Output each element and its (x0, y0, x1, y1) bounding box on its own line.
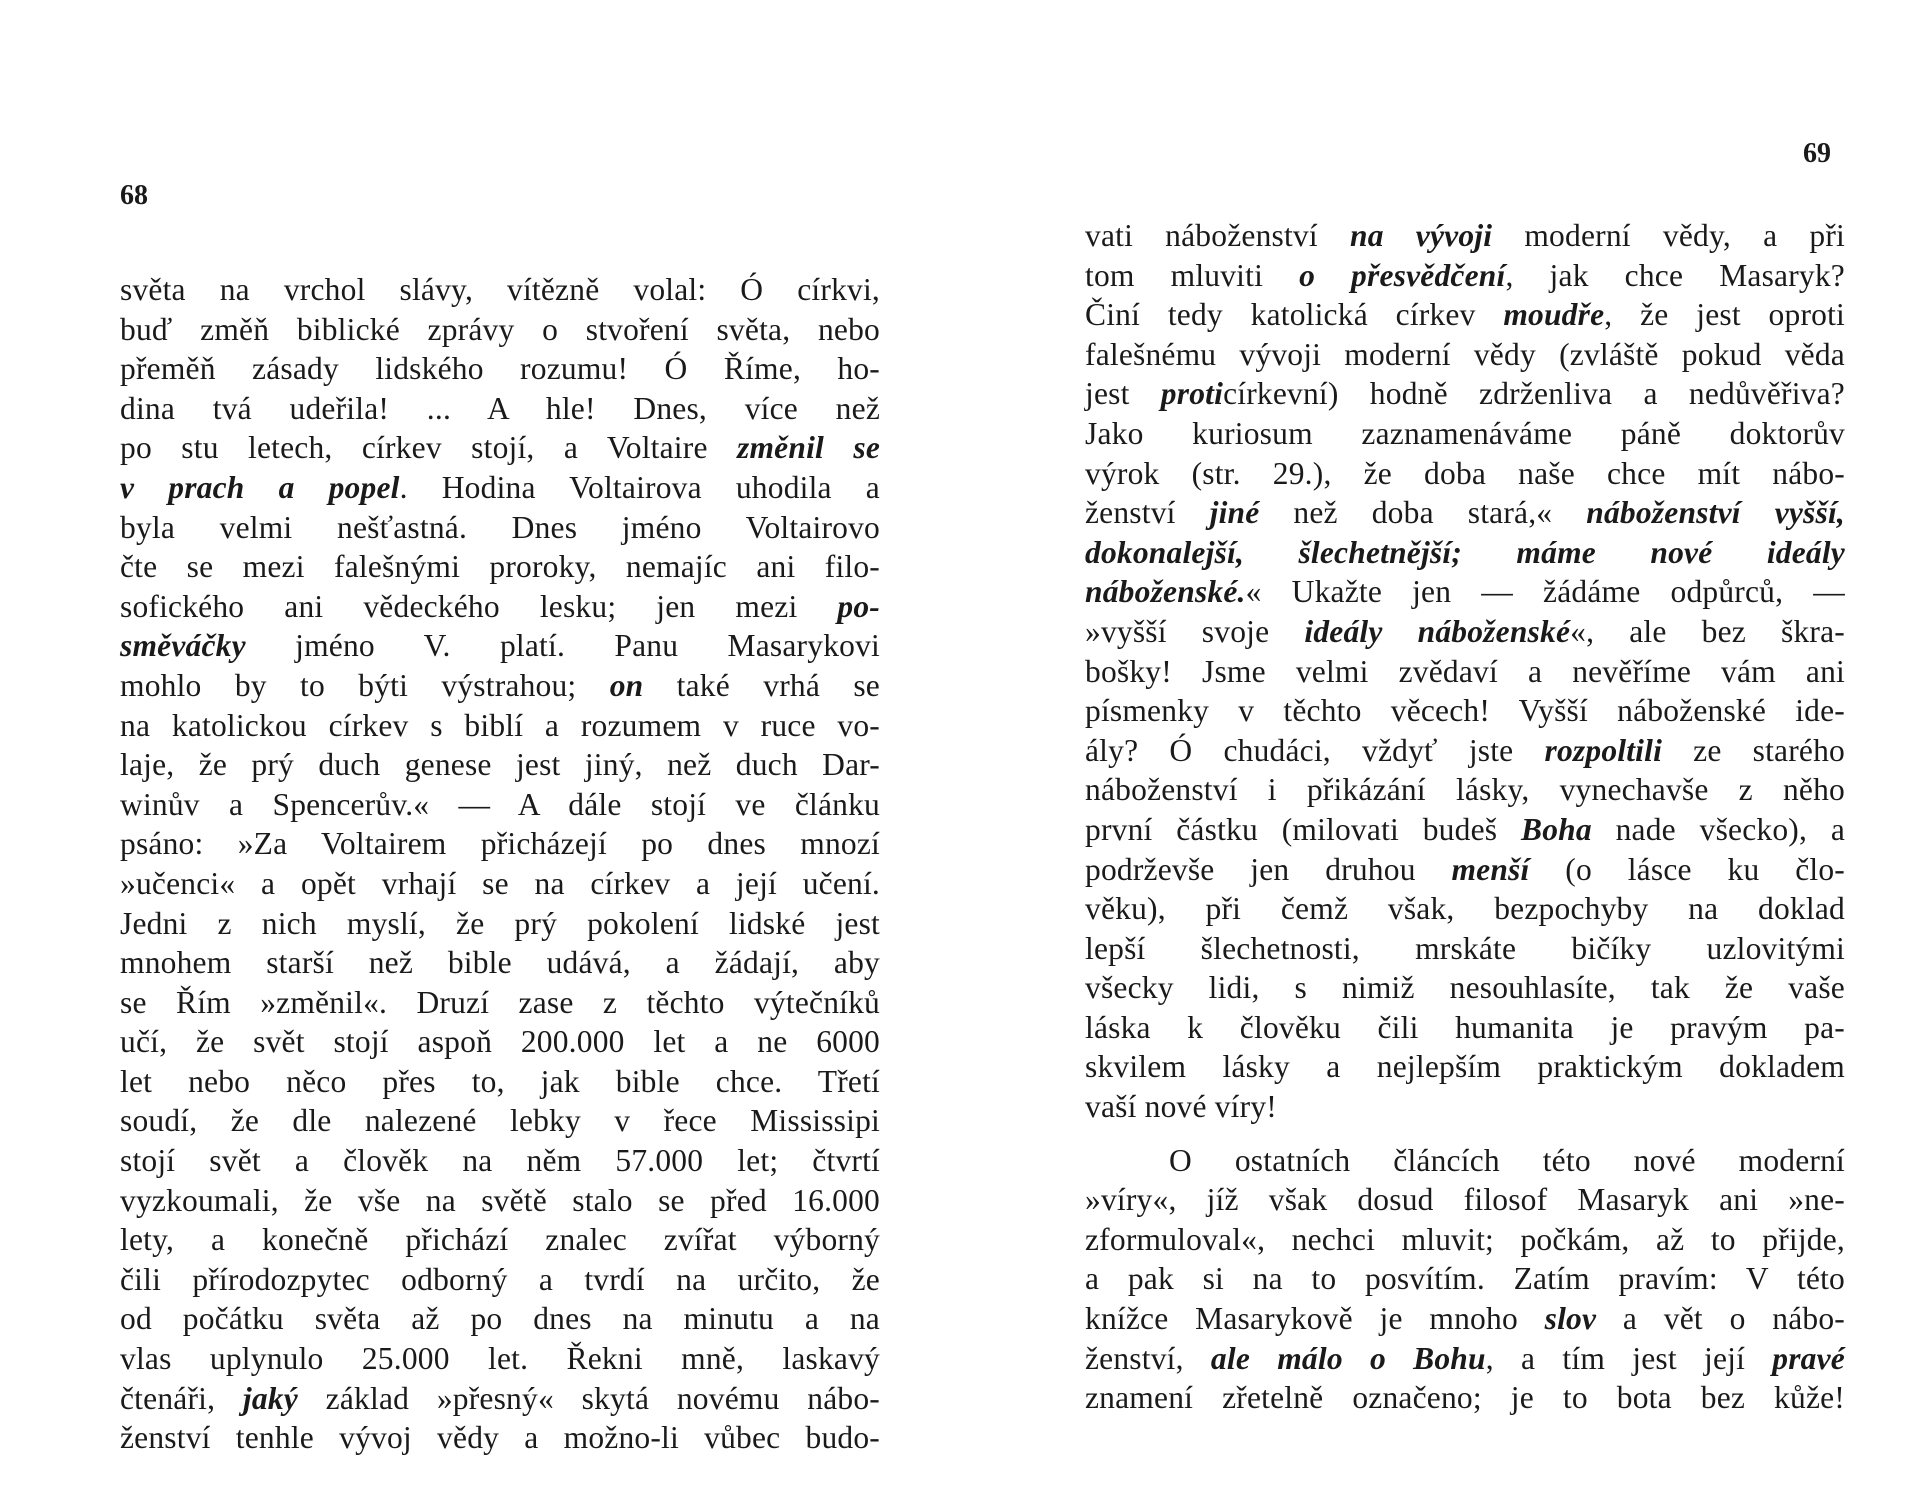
text-line: učí, že svět stojí aspoň 200.000 let a ne 6000 (120, 1024, 880, 1060)
emphasis: moudře (1503, 297, 1605, 333)
text-line: O ostatních článcích této nové moderní (1169, 1142, 1845, 1178)
body-text (120, 270, 880, 1458)
emphasis: rozpoltili (1544, 732, 1663, 768)
text-line: podrževše jen druhou menší (o lásce ku člo- (1085, 851, 1845, 887)
text-line: znamení zřetelně označeno; je to bota bez kůže! (1085, 1380, 1845, 1416)
text-line: mohlo by to býti výstrahou; on také vrhá se (120, 667, 880, 703)
text-line: čte se mezi falešnými proroky, nemajíc ani filo- (120, 549, 880, 585)
emphasis: náboženské. (1085, 574, 1246, 610)
emphasis: směváčky (120, 628, 246, 664)
text-line: stojí svět a člověk na něm 57.000 let; čtvrtí (120, 1143, 880, 1179)
text-line: sofického ani vědeckého lesku; jen mezi po- (120, 588, 880, 624)
text-line: po stu letech, církev stojí, a Voltaire změnil se (120, 430, 881, 466)
text-line: světa na vrchol slávy, vítězně volal: Ó církvi, (120, 272, 880, 307)
text-line: písmenky v těchto věcech! Vyšší náboženské ide- (1085, 693, 1845, 729)
text-line: vaší nové víry! (1085, 1089, 1277, 1125)
page-number: 69 (1803, 138, 1831, 169)
text-line: jest proticírkevní) hodně zdrženliva a nedůvěřiva? (1085, 376, 1845, 412)
text-line: od počátku světa až po dnes na minutu a na (120, 1301, 880, 1337)
text-line: skvilem lásky a nejlepším praktickým dokladem (1085, 1049, 1845, 1085)
emphasis: po- (837, 588, 880, 624)
text-line: »vyšší svoje ideály náboženské«, ale bez škra- (1085, 613, 1845, 649)
text-line: láska k člověku čili humanita je pravým pa- (1085, 1009, 1845, 1045)
emphasis: ideály náboženské (1304, 613, 1571, 649)
text-line: vyzkoumali, že vše na světě stalo se před 16.000 (120, 1182, 880, 1218)
text-line: všecky lidi, s nimiž nesouhlasíte, tak že vaše (1085, 970, 1845, 1006)
emphasis: jaký (242, 1380, 298, 1416)
text-line: vlas uplynulo 25.000 let. Řekni mně, laskavý (120, 1341, 880, 1377)
right-page (965, 0, 1930, 1500)
text-line: v prach a popel. Hodina Voltairova uhodila a (120, 469, 880, 505)
emphasis: menší (1451, 851, 1530, 887)
text-line: bošky! Jsme velmi zvědaví a nevěříme vám ani (1085, 653, 1845, 689)
text-line: knížce Masarykově je mnoho slov a vět o nábo- (1085, 1301, 1845, 1337)
text-line: »učenci« a opět vrhají se na církev a její učení. (120, 865, 880, 901)
page-number: 68 (120, 180, 148, 211)
emphasis: ale málo o Bohu (1210, 1340, 1486, 1376)
text-line: buď změň biblické zprávy o stvoření světa, nebo (120, 311, 880, 347)
emphasis: změnil se (737, 430, 881, 466)
emphasis: v prach a popel (120, 469, 400, 505)
text-line: se Řím »změnil«. Druzí zase z těchto výtečníků (120, 984, 880, 1020)
text-line: první částku (milovati budeš Boha nade všecko), a (1085, 811, 1845, 847)
text-line: lety, a konečně přichází znalec zvířat výborný (120, 1222, 880, 1258)
text-line: čili přírodozpytec odborný a tvrdí na určito, že (120, 1261, 880, 1297)
text-line: mnohem starší než bible udává, a žádají, aby (120, 945, 880, 981)
text-line: přeměň zásady lidského rozumu! Ó Říme, ho- (120, 351, 880, 387)
text-line: Jedni z nich myslí, že prý pokolení lidské jest (120, 905, 880, 941)
text-line: lepší šlechetnosti, mrskáte bičíky uzlovitými (1085, 930, 1845, 966)
emphasis: na vývoji (1349, 218, 1493, 253)
emphasis: jiné (1209, 495, 1260, 531)
paragraph-gap (1085, 1127, 1845, 1141)
text-line: náboženské.« Ukažte jen — žádáme odpůrců, — (1085, 574, 1845, 610)
text-line: soudí, že dle nalezené lebky v řece Mississipi (120, 1103, 880, 1139)
text-line: let nebo něco přes to, jak bible chce. Třetí (120, 1063, 880, 1099)
text-line: falešnému vývoji moderní vědy (zvláště pokud věda (1085, 336, 1845, 372)
text-line: na katolickou církev s biblí a rozumem v ruce vo- (120, 707, 880, 743)
emphasis: pravé (1772, 1340, 1845, 1376)
body-text (1085, 216, 1845, 1418)
text-line: výrok (str. 29.), že doba naše chce mít nábo- (1085, 455, 1845, 491)
text-line: dokonalejší, šlechetnější; máme nové ideály (1085, 534, 1845, 570)
emphasis: proti (1160, 376, 1224, 412)
text-line: Jako kuriosum zaznamenáváme páně doktorův (1085, 415, 1845, 451)
emphasis: náboženství vyšší, (1586, 495, 1846, 531)
text-line: winův a Spencerův.« — A dále stojí ve článku (120, 786, 880, 822)
text-line: ženství jiné než doba stará,« náboženství vyšší, (1085, 495, 1846, 531)
text-line: vati náboženství na vývoji moderní vědy, a při (1085, 218, 1845, 253)
text-line: »víry«, jíž však dosud filosof Masaryk ani »ne- (1085, 1182, 1845, 1218)
text-line: laje, že prý duch genese jest jiný, než duch Dar- (120, 747, 880, 783)
text-line: a pak si na to posvítím. Zatím pravím: V této (1085, 1261, 1845, 1297)
text-line: Činí tedy katolická církev moudře, že jest oproti (1085, 297, 1845, 333)
text-line: byla velmi nešťastná. Dnes jméno Voltairovo (120, 509, 880, 545)
emphasis: on (609, 667, 644, 703)
text-line: směváčky jméno V. platí. Panu Masarykovi (120, 628, 880, 664)
text-line: čtenáři, jaký základ »přesný« skytá novému nábo- (120, 1380, 880, 1416)
text-line: náboženství i přikázání lásky, vynechavše z něho (1085, 772, 1845, 808)
emphasis: o přesvědčení (1299, 257, 1506, 293)
text-line: věku), při čemž však, bezpochyby na doklad (1085, 891, 1845, 927)
text-line: dina tvá udeřila! ... A hle! Dnes, více než (120, 390, 880, 426)
text-line: psáno: »Za Voltairem přicházejí po dnes mnozí (120, 826, 880, 862)
text-line: ženství tenhle vývoj vědy a možno-li vůbec budo- (120, 1420, 880, 1456)
text-line: tom mluviti o přesvědčení, jak chce Masaryk? (1085, 257, 1845, 293)
text-line: ály? Ó chudáci, vždyť jste rozpoltili ze starého (1085, 732, 1846, 768)
text-line: zformuloval«, nechci mluvit; počkám, až to přijde, (1085, 1221, 1845, 1257)
emphasis: slov (1544, 1301, 1597, 1337)
emphasis: Boha (1520, 811, 1592, 847)
text-line: ženství, ale málo o Bohu, a tím jest její pravé (1085, 1340, 1845, 1376)
